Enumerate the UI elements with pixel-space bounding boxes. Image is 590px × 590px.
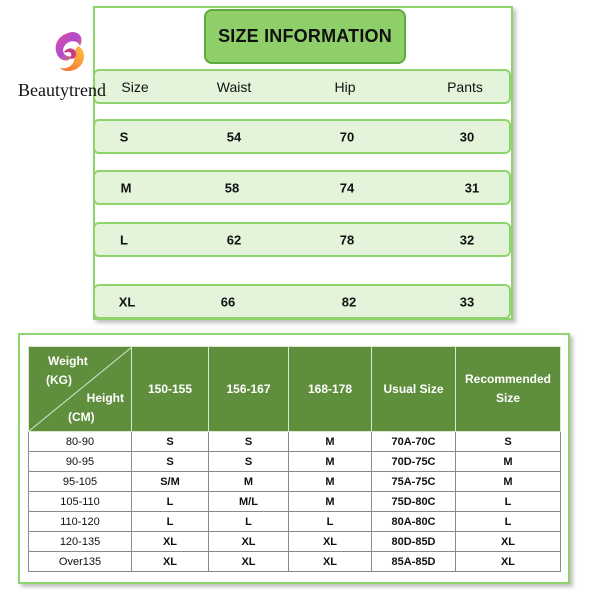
table-cell: M [289, 432, 372, 452]
hip-cell: 82 [341, 294, 357, 309]
size-cell: XL [118, 294, 136, 309]
size-header-hip: Hip [334, 78, 356, 95]
weight-cell: Over135 [29, 552, 132, 572]
size-cell: L [120, 232, 128, 247]
size-header-row [93, 69, 511, 104]
table-row [29, 432, 561, 452]
table-cell: 85A-85D [372, 552, 456, 572]
weight-cell: 80-90 [29, 432, 132, 452]
size-header-waist: Waist [216, 78, 252, 95]
table-header-row [29, 347, 561, 432]
weight-cell: 110-120 [29, 512, 132, 532]
corner-header-cell [29, 347, 132, 432]
hip-cell: 70 [339, 129, 355, 144]
table-row [29, 492, 561, 512]
table-cell: XL [209, 552, 289, 572]
table-cell: M [456, 452, 561, 472]
table-row [29, 452, 561, 472]
table-cell: L [456, 492, 561, 512]
table-cell: M/L [209, 492, 289, 512]
table-cell: L [132, 512, 209, 532]
height-label: Height [86, 391, 124, 405]
table-cell: L [209, 512, 289, 532]
pants-cell: 33 [459, 294, 475, 309]
table-row [29, 532, 561, 552]
brand-logo [14, 28, 139, 108]
height-unit: (CM) [68, 410, 95, 424]
size-cell: M [120, 180, 132, 195]
weight-cell: 120-135 [29, 532, 132, 552]
weight-cell: 95-105 [29, 472, 132, 492]
column-header: 150-155 [132, 347, 209, 432]
table-cell: M [209, 472, 289, 492]
table-cell: S/M [132, 472, 209, 492]
table-cell: S [456, 432, 561, 452]
size-row-xl [93, 284, 511, 319]
table-cell: 75A-75C [372, 472, 456, 492]
table-cell: XL [456, 532, 561, 552]
table-cell: S [209, 452, 289, 472]
table-row [29, 512, 561, 532]
table-cell: XL [209, 532, 289, 552]
table-cell: XL [132, 552, 209, 572]
table-cell: M [456, 472, 561, 492]
size-header-pants: Pants [447, 78, 483, 95]
size-information-title: SIZE INFORMATION [204, 9, 406, 64]
waist-cell: 54 [226, 129, 242, 144]
waist-cell: 66 [220, 294, 236, 309]
table-cell: L [289, 512, 372, 532]
size-row-s [93, 119, 511, 154]
size-recommendation-table [28, 346, 561, 572]
size-row-l [93, 222, 511, 257]
table-cell: XL [289, 532, 372, 552]
table-cell: L [456, 512, 561, 532]
table-cell: S [132, 452, 209, 472]
table-cell: M [289, 492, 372, 512]
column-header: Usual Size [372, 347, 456, 432]
table-cell: S [132, 432, 209, 452]
pants-cell: 31 [464, 180, 480, 195]
table-cell: M [289, 452, 372, 472]
recommended-size-label: Recommended Size [464, 372, 552, 405]
pants-cell: 30 [459, 129, 475, 144]
weight-unit: (KG) [46, 373, 72, 387]
pants-cell: 32 [459, 232, 475, 247]
table-cell: 70A-70C [372, 432, 456, 452]
hip-cell: 74 [339, 180, 355, 195]
size-row-m [93, 170, 511, 205]
table-row [29, 552, 561, 572]
weight-cell: 105-110 [29, 492, 132, 512]
hip-cell: 78 [339, 232, 355, 247]
waist-cell: 58 [224, 180, 240, 195]
table-cell: XL [456, 552, 561, 572]
table-cell: XL [289, 552, 372, 572]
table-cell: M [289, 472, 372, 492]
column-header: 168-178 [289, 347, 372, 432]
table-cell: 70D-75C [372, 452, 456, 472]
swirl-logo-icon [50, 28, 94, 78]
waist-cell: 62 [226, 232, 242, 247]
column-header-recommended [456, 347, 561, 432]
table-cell: 80D-85D [372, 532, 456, 552]
weight-label: Weight [48, 354, 88, 368]
table-cell: 80A-80C [372, 512, 456, 532]
size-cell: S [119, 129, 129, 144]
brand-name: Beautytrend [18, 80, 106, 100]
column-header: 156-167 [209, 347, 289, 432]
table-cell: S [209, 432, 289, 452]
weight-cell: 90-95 [29, 452, 132, 472]
table-row [29, 472, 561, 492]
size-header-size: Size [121, 78, 149, 95]
table-cell: 75D-80C [372, 492, 456, 512]
table-cell: L [132, 492, 209, 512]
table-cell: XL [132, 532, 209, 552]
